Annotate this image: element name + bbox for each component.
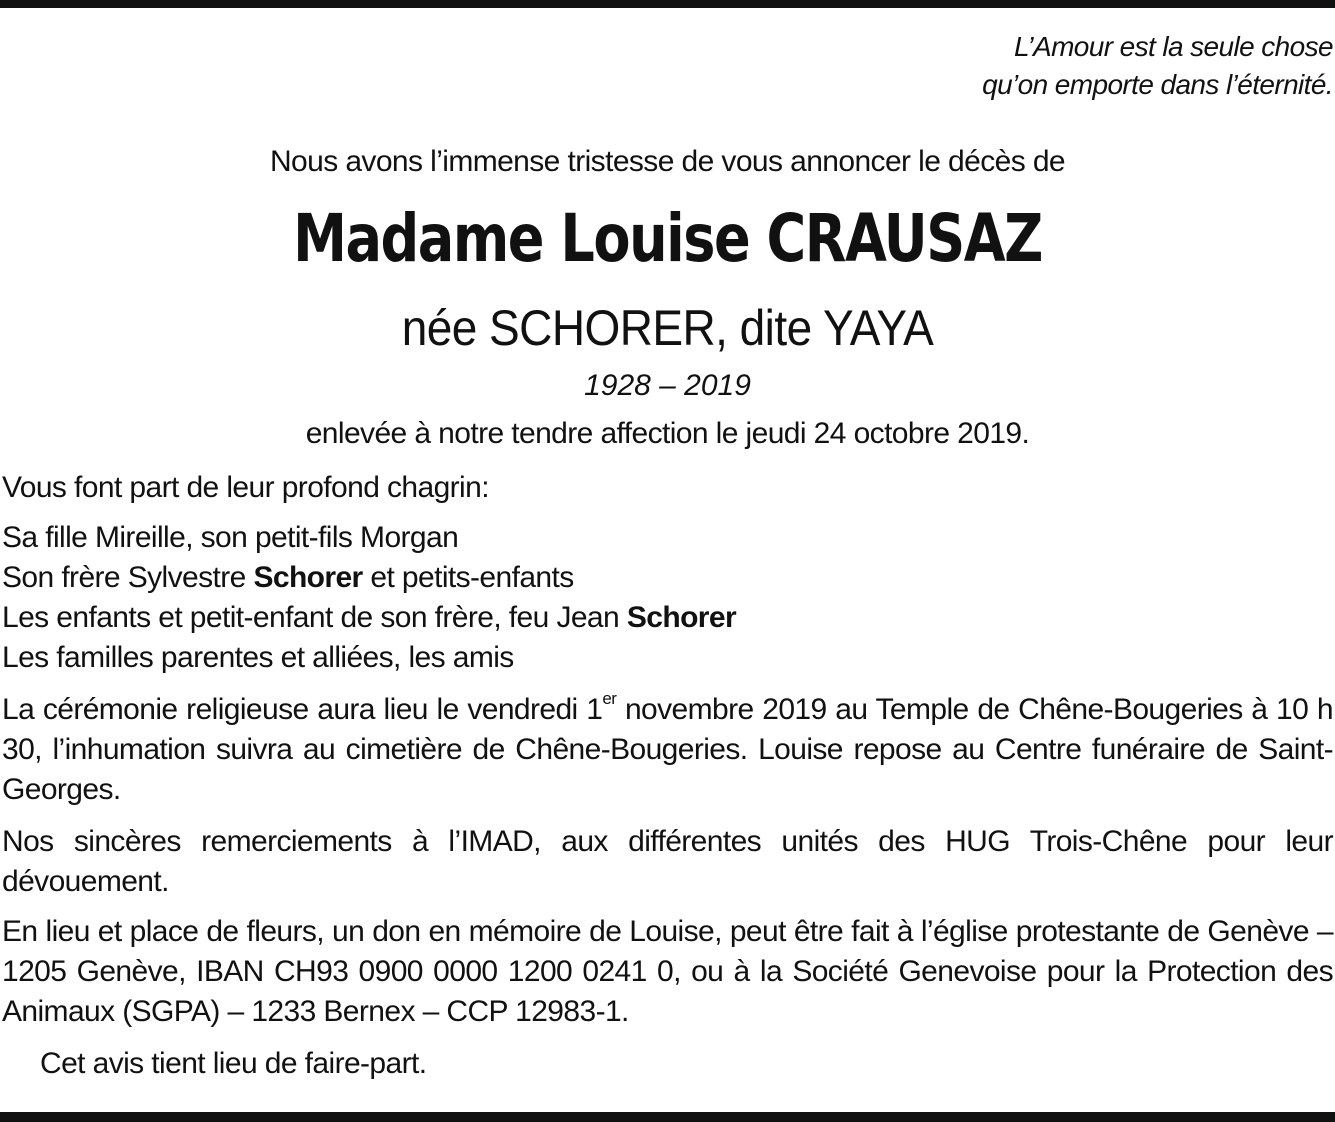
- family-line-1: Sa fille Mireille, son petit-fils Morgan: [2, 521, 459, 554]
- motto-quote: [982, 28, 1333, 104]
- closing-text: Cet avis tient lieu de faire-part.: [40, 1047, 427, 1080]
- maiden-name: née SCHORER, dite YAYA: [401, 300, 934, 356]
- motto-line-1: L’Amour est la seule chose: [1013, 31, 1333, 62]
- ceremony-text-start: La cérémonie religieuse aura lieu le vendredi 1: [2, 693, 603, 726]
- thanks-paragraph: Nos sincères remerciements à l’IMAD, aux différentes unités des HUG Trois-Chêne pour leur dévouement.: [2, 825, 1333, 898]
- ceremony-paragraph: [2, 690, 1333, 810]
- life-dates: 1928 – 2019: [584, 369, 751, 402]
- family-line-4: Les familles parentes et alliées, les amis: [2, 641, 514, 674]
- ceremony-text-end: novembre 2019 au Temple de Chêne-Bougeries à 10 h 30, l’inhumation suivra au cimetière de Chêne-Bougeries. Louise repose au Centre funéraire de Saint-Georges.: [2, 693, 1333, 806]
- family-intro-text: Vous font part de leur profond chagrin:: [2, 471, 489, 504]
- date-of-death: enlevée à notre tendre affection le jeudi 24 octobre 2019.: [305, 417, 1030, 450]
- donation-paragraph: En lieu et place de fleurs, un don en mémoire de Louise, peut être fait à l’église protestante de Genève – 1205 Genève, IBAN CH93 0900 0000 1200 0241 0, ou à la Société Genevoise pour la Protection des Animaux (SGPA) – 1233 Bernex – CCP 12983-1.: [2, 915, 1333, 1028]
- motto-line-2: qu’on emporte dans l’éternité.: [982, 69, 1333, 100]
- family-intro: [2, 468, 1333, 508]
- family-line-3: [2, 598, 1333, 638]
- bottom-border-rule: [0, 1112, 1335, 1122]
- top-border-rule: [0, 0, 1335, 8]
- announcement-intro: Nous avons l’immense tristesse de vous annoncer le décès de: [269, 145, 1066, 178]
- deceased-name: Madame Louise CRAUSAZ: [293, 200, 1042, 277]
- closing-note: [40, 1044, 1335, 1084]
- family-line-2-text: Son frère Sylvestre: [2, 561, 254, 594]
- family-line-2-suffix: et petits-enfants: [362, 561, 574, 594]
- ceremony-ordinal-superscript: er: [602, 689, 617, 708]
- family-line-2: [2, 558, 1333, 598]
- family-list: [2, 518, 1333, 678]
- family-line-3-text: Les enfants et petit-enfant de son frère, feu Jean: [2, 601, 627, 634]
- family-line-2-surname: Schorer: [253, 561, 363, 594]
- family-line-3-surname: Schorer: [626, 601, 737, 634]
